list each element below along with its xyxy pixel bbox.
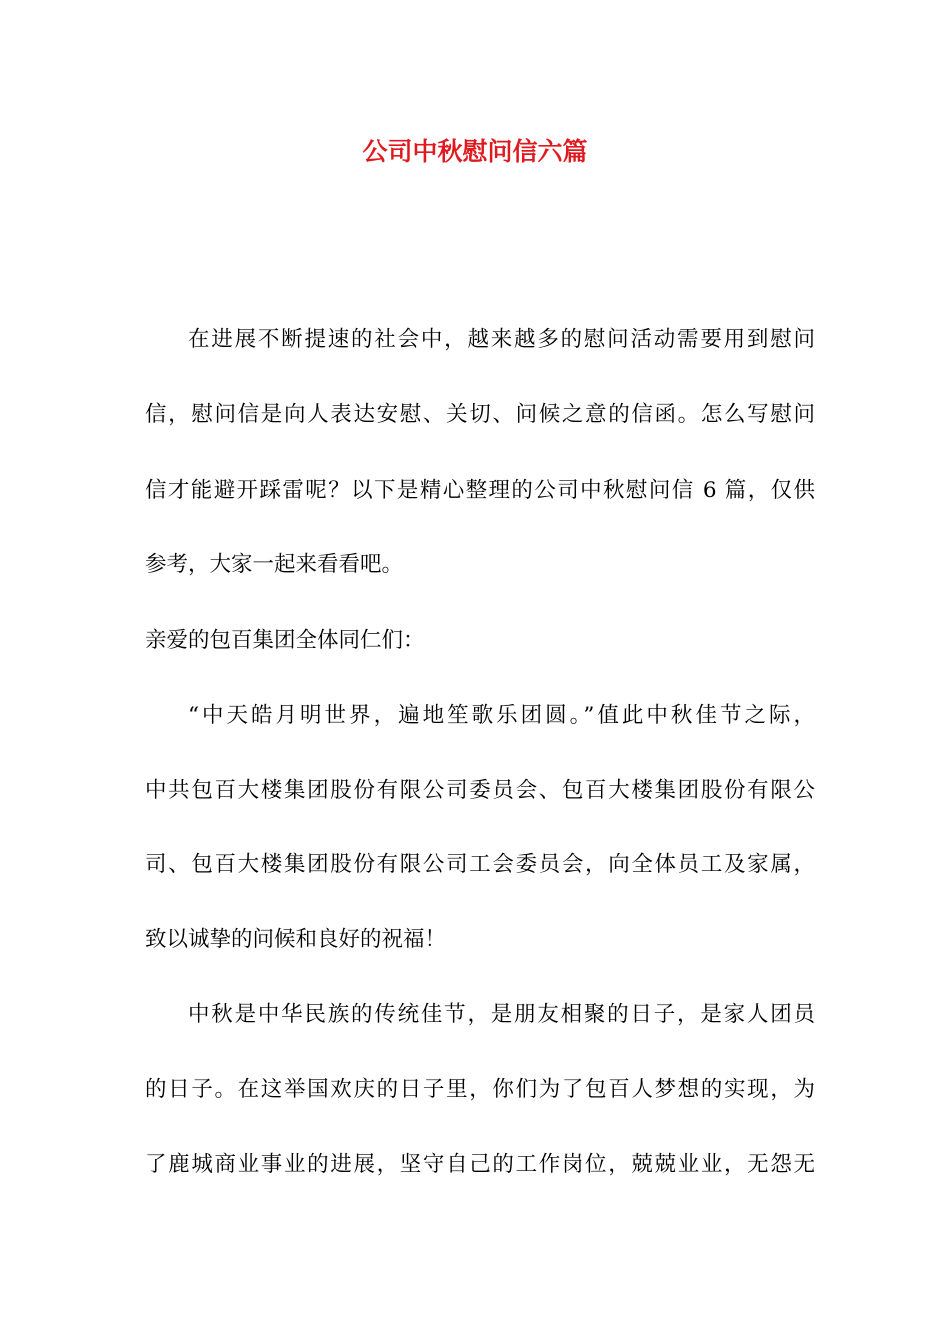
paragraph-line: 信，慰问信是向人表达安慰、关切、问候之意的信函。怎么写慰问 bbox=[145, 402, 815, 427]
paragraph-line: 参考，大家一起来看看吧。 bbox=[145, 552, 404, 577]
paragraph-line: 在进展不断提速的社会中，越来越多的慰问活动需要用到慰问 bbox=[188, 327, 815, 352]
document-title: 公司中秋慰问信六篇 bbox=[362, 137, 588, 166]
salutation: 亲爱的包百集团全体同仁们： bbox=[145, 628, 425, 653]
paragraph-line: 信才能避开踩雷呢？以下是精心整理的公司中秋慰问信 6 篇，仅供 bbox=[145, 478, 815, 503]
paragraph-line: 致以诚挚的问候和良好的祝福！ bbox=[145, 927, 447, 952]
paragraph-line: 的日子。在这举国欢庆的日子里，你们为了包百人梦想的实现，为 bbox=[145, 1077, 815, 1102]
paragraph-line: 中共包百大楼集团股份有限公司委员会、包百大楼集团股份有限公 bbox=[145, 778, 815, 803]
paragraph-line: 了鹿城商业事业的进展，坚守自己的工作岗位，兢兢业业，无怨无 bbox=[145, 1152, 815, 1177]
paragraph-line: 中秋是中华民族的传统佳节，是朋友相聚的日子，是家人团员 bbox=[188, 1002, 815, 1027]
paragraph-line: “中天皓月明世界，遍地笙歌乐团圆。”值此中秋佳节之际， bbox=[188, 703, 815, 728]
paragraph-line: 司、包百大楼集团股份有限公司工会委员会，向全体员工及家属， bbox=[145, 852, 815, 877]
